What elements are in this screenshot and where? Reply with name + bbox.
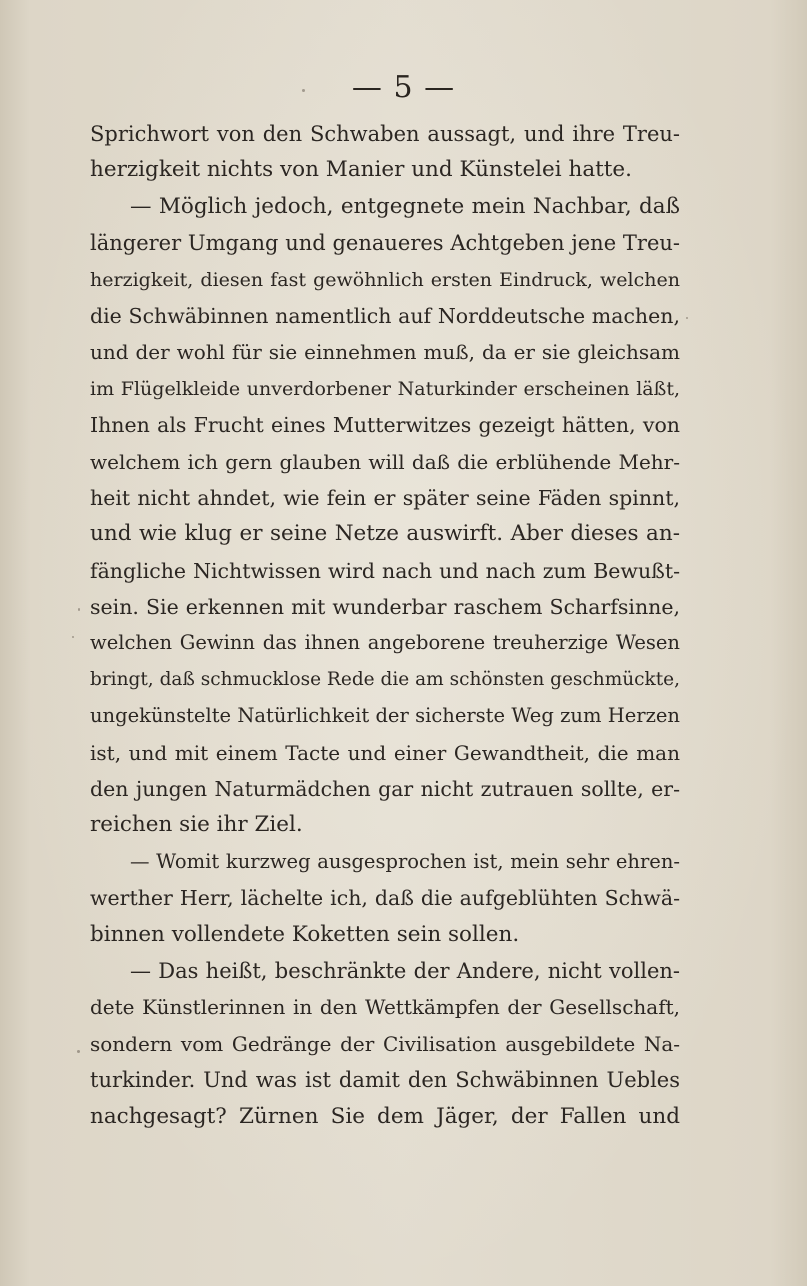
text-line: fängliche Nichtwissen wird nach und nach zum Bewußt- <box>90 558 680 583</box>
text-line: und der wohl für sie einnehmen muß, da er sie gleichsam <box>90 340 680 365</box>
paper-speck <box>77 1050 80 1053</box>
text-line: — Möglich jedoch, entgegnete mein Nachbar, daß <box>130 193 680 219</box>
text-line: werther Herr, lächelte ich, daß die aufgeblühten Schwä- <box>90 886 680 911</box>
text-line: turkinder. Und was ist damit den Schwäbinnen Uebles <box>90 1068 680 1093</box>
text-line: Ihnen als Frucht eines Mutterwitzes gezeigt hätten, von <box>90 413 680 438</box>
paper-speck <box>302 89 305 92</box>
paper-speck <box>72 636 74 638</box>
paper-speck <box>686 317 688 319</box>
text-line: Sprichwort von den Schwaben aussagt, und ihre Treu- <box>90 122 680 146</box>
text-line: binnen vollendete Koketten sein sollen. <box>90 921 520 947</box>
text-line: — Das heißt, beschränkte der Andere, nicht vollen- <box>130 958 680 983</box>
text-line: herzigkeit, diesen fast gewöhnlich ersten Eindruck, welchen <box>90 268 680 291</box>
text-line: heit nicht ahndet, wie fein er später seine Fäden spinnt, <box>90 485 680 510</box>
text-line: nachgesagt? Zürnen Sie dem Jäger, der Fallen und <box>90 1103 680 1129</box>
text-line: dete Künstlerinnen in den Wettkämpfen der Gesellschaft, <box>90 995 680 1020</box>
text-line: ist, und mit einem Tacte und einer Gewandtheit, die man <box>90 740 680 765</box>
text-line: sein. Sie erkennen mit wunderbar raschem Scharfsinne, <box>90 595 680 620</box>
body-text <box>90 116 680 1135</box>
text-line: ungekünstelte Natürlichkeit der sicherste Weg zum Herzen <box>90 704 680 728</box>
text-line: im Flügelkleide unverdorbener Naturkinder erscheinen läßt, <box>90 377 680 400</box>
paper-speck <box>78 608 80 611</box>
text-line: die Schwäbinnen namentlich auf Norddeutsche machen, <box>90 303 680 328</box>
text-line: herzigkeit nichts von Manier und Künstelei hatte. <box>90 157 632 183</box>
page-number-header: — 5 — <box>351 70 456 105</box>
text-line: reichen sie ihr Ziel. <box>90 812 303 838</box>
text-line: bringt, daß schmucklose Rede die am schönsten geschmückte, <box>90 668 680 690</box>
text-line: längerer Umgang und genaueres Achtgeben jene Treu- <box>90 231 680 256</box>
text-line: — Womit kurzweg ausgesprochen ist, mein sehr ehren- <box>130 849 680 873</box>
text-line: und wie klug er seine Netze auswirft. Aber dieses an- <box>90 521 680 547</box>
text-line: welchen Gewinn das ihnen angeborene treuherzige Wesen <box>90 631 680 655</box>
text-line: den jungen Naturmädchen gar nicht zutrauen sollte, er- <box>90 777 680 802</box>
text-line: welchem ich gern glauben will daß die erblühende Mehr- <box>90 449 680 474</box>
text-line: sondern vom Gedränge der Civilisation ausgebildete Na- <box>90 1031 680 1056</box>
